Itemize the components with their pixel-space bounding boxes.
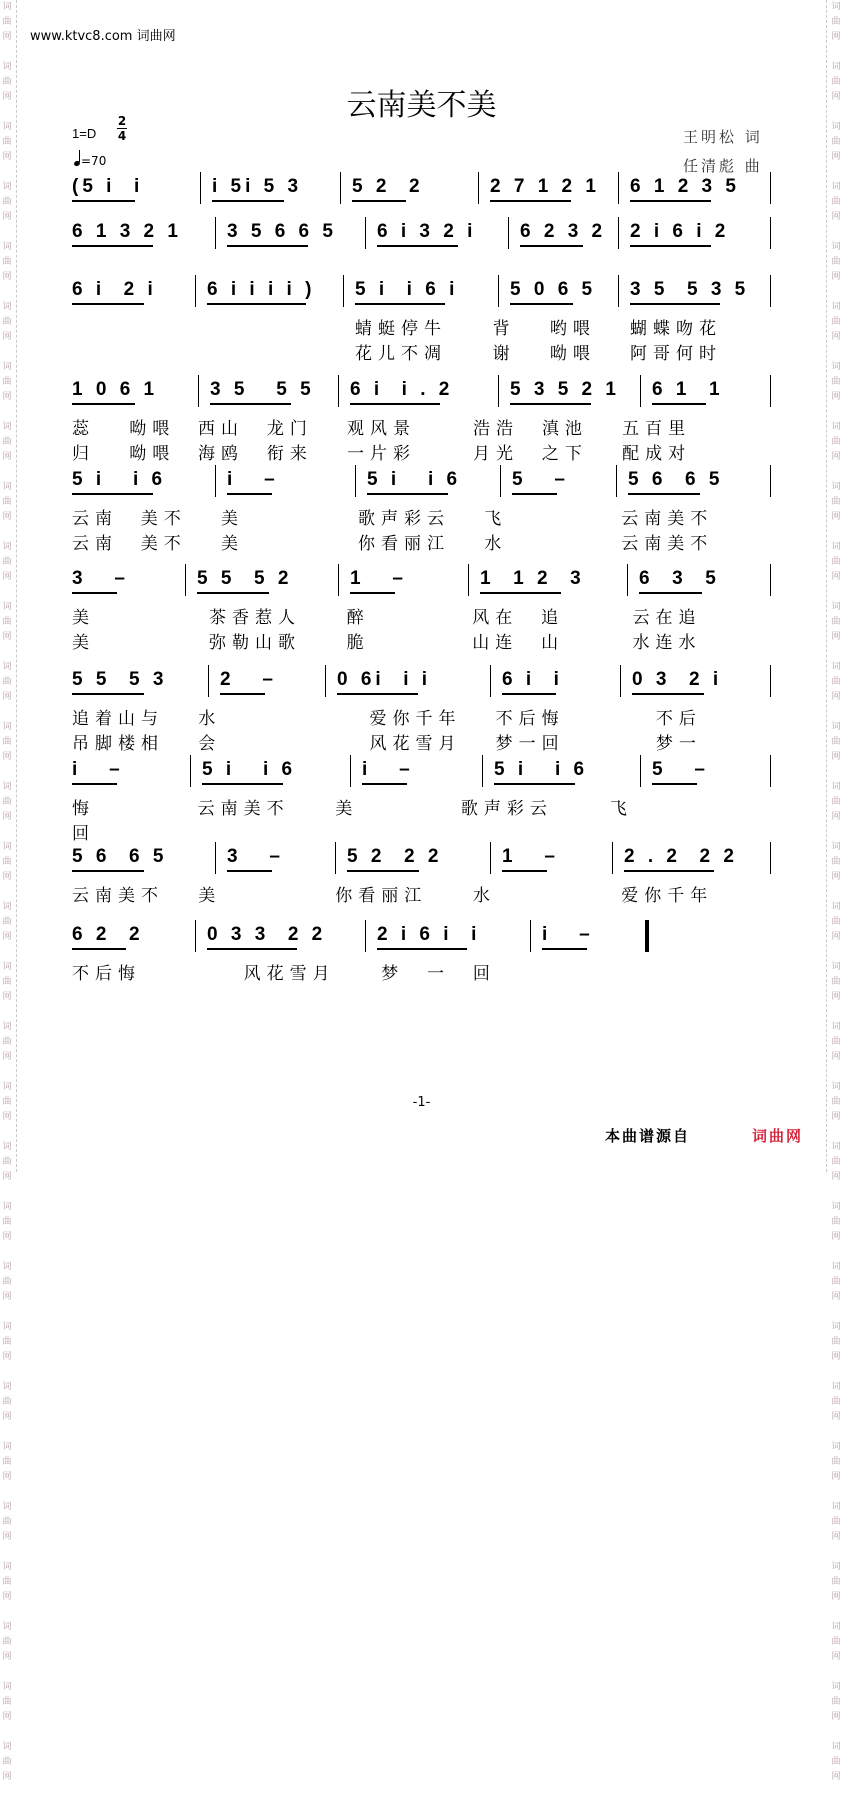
beam-underline	[72, 783, 117, 785]
beam-underline	[624, 870, 714, 872]
beam-underline	[355, 303, 445, 305]
beam-underline	[72, 245, 153, 247]
measure: 6 i i . 2	[350, 379, 454, 400]
bar-line	[478, 172, 479, 204]
lyric-line: 不后悔 风花雪月 梦 一 回	[72, 964, 496, 984]
bar-line	[365, 217, 366, 249]
beam-underline	[197, 592, 269, 594]
lyricist-credit: 王明松 词	[683, 128, 763, 146]
lyric-line: 美 茶香惹人 醉 风在 追 云在追	[72, 608, 702, 628]
beam-underline	[202, 783, 283, 785]
bar-line	[612, 842, 613, 874]
bar-line	[618, 275, 619, 307]
measure: 5 i i 6	[202, 759, 297, 780]
beam-underline	[630, 245, 711, 247]
bar-line	[645, 920, 649, 952]
beam-underline	[632, 693, 704, 695]
beam-underline	[72, 870, 144, 872]
beam-underline	[210, 403, 291, 405]
site-header[interactable]: www.ktvc8.com 词曲网	[30, 29, 176, 44]
beam-underline	[652, 783, 697, 785]
beam-underline	[510, 303, 573, 305]
bar-line	[190, 755, 191, 787]
composer-credit: 任清彪 曲	[683, 157, 763, 175]
bar-line	[508, 217, 509, 249]
beam-underline	[542, 948, 587, 950]
measure: (5 i i	[72, 176, 144, 197]
measure: 3 –	[72, 568, 129, 589]
bar-line	[355, 465, 356, 497]
measure: 5 i i 6	[367, 469, 462, 490]
beam-underline	[630, 303, 720, 305]
beam-underline	[227, 870, 272, 872]
beam-underline	[220, 693, 265, 695]
measure: 2 i 6 i i	[377, 924, 481, 945]
beam-underline	[362, 783, 407, 785]
bar-line	[770, 217, 771, 249]
beam-underline	[352, 200, 406, 202]
lyric-line: 悔 云南美不 美 歌声彩云 飞	[72, 799, 633, 819]
left-margin-line	[16, 0, 17, 1172]
measure: i –	[362, 759, 414, 780]
lyric-line: 云南 美不 美 你看丽江 水 云南美不	[72, 534, 714, 554]
beam-underline	[628, 493, 700, 495]
measure: 5 6 6 5	[628, 469, 724, 490]
measure: 5 0 6 5	[510, 279, 597, 300]
beam-underline	[652, 403, 706, 405]
bar-line	[338, 564, 339, 596]
measure: 6 1 1	[652, 379, 724, 400]
song-title: 云南美不美	[346, 88, 497, 123]
beam-underline	[630, 200, 711, 202]
measure: 0 3 3 2 2	[207, 924, 327, 945]
bar-line	[770, 564, 771, 596]
measure: i –	[227, 469, 279, 490]
measure: 5 i i 6	[72, 469, 167, 490]
source-label: 本曲谱源自	[605, 1127, 691, 1145]
measure: 3 –	[227, 846, 284, 867]
bar-line	[498, 375, 499, 407]
bar-line	[616, 465, 617, 497]
measure: 0 3 2 i	[632, 669, 723, 690]
measure: 5 3 5 2 1	[510, 379, 620, 400]
beam-underline	[510, 403, 591, 405]
measure: 5 5 5 2	[197, 568, 293, 589]
bar-line	[620, 665, 621, 697]
lyric-line: 归 呦喂 海鸥 衔来 一片彩 月光 之下 配成对	[72, 444, 692, 464]
measure: 5 5 5 3	[72, 669, 168, 690]
measure: 2 7 1 2 1	[490, 176, 600, 197]
lyric-line: 蕊 呦喂 西山 龙门 观风景 浩浩 滇池 五百里	[72, 419, 692, 439]
beam-underline	[347, 870, 419, 872]
measure: 1 0 6 1	[72, 379, 159, 400]
bar-line	[335, 842, 336, 874]
bar-line	[482, 755, 483, 787]
beam-underline	[350, 403, 440, 405]
right-margin-line	[826, 0, 827, 1172]
measure: 5 –	[652, 759, 709, 780]
measure: 5 2 2 2	[347, 846, 443, 867]
beam-underline	[520, 245, 583, 247]
bar-line	[215, 217, 216, 249]
beam-underline	[72, 948, 126, 950]
beam-underline	[227, 493, 272, 495]
beam-underline	[490, 200, 571, 202]
beam-underline	[512, 493, 557, 495]
bar-line	[325, 665, 326, 697]
beam-underline	[377, 948, 467, 950]
lyric-line: 蜻蜓停牛 背 哟喂 蝴蝶吻花	[355, 319, 723, 339]
beam-underline	[207, 303, 306, 305]
measure: 6 i i	[502, 669, 563, 690]
time-signature-bottom: 4	[117, 129, 127, 143]
bar-line	[770, 665, 771, 697]
bar-line	[195, 920, 196, 952]
lyric-line: 回	[72, 824, 95, 844]
left-margin-watermark	[0, 0, 14, 1782]
measure: 3 5 5 3 5	[630, 279, 750, 300]
measure: 6 i 2 i	[72, 279, 157, 300]
tempo-marking	[74, 153, 106, 168]
bar-line	[468, 564, 469, 596]
bar-line	[618, 217, 619, 249]
measure: 5 2 2	[352, 176, 424, 197]
beam-underline	[494, 783, 575, 785]
bar-line	[770, 755, 771, 787]
bar-line	[343, 275, 344, 307]
bar-line	[770, 465, 771, 497]
measure: 2 i 6 i 2	[630, 221, 730, 242]
measure: 5 –	[512, 469, 569, 490]
measure: 3 5 6 6 5	[227, 221, 337, 242]
measure: 6 i 3 2 i	[377, 221, 477, 242]
right-margin-watermark	[829, 0, 843, 1782]
bar-line	[195, 275, 196, 307]
beam-underline	[212, 200, 284, 202]
bar-line	[498, 275, 499, 307]
beam-underline	[207, 948, 297, 950]
bar-line	[490, 665, 491, 697]
page-number: -1-	[412, 1095, 431, 1110]
bar-line	[627, 564, 628, 596]
tempo-value: =70	[81, 154, 107, 168]
beam-underline	[337, 693, 418, 695]
bar-line	[208, 665, 209, 697]
lyric-line: 美 弥勒山歌 脆 山连 山 水连水	[72, 633, 702, 653]
measure: 2 . 2 2 2	[624, 846, 738, 867]
bar-line	[185, 564, 186, 596]
measure: 6 1 2 3 5	[630, 176, 740, 197]
beam-underline	[502, 870, 547, 872]
beam-underline	[72, 693, 144, 695]
measure: 1 –	[350, 568, 407, 589]
beam-underline	[367, 493, 448, 495]
beam-underline	[72, 200, 135, 202]
margin-watermark-text: 词 曲 网 词 曲 网 词 曲 网 词 曲 网 词 曲 网 词 曲 网 词 曲 网 词 曲 网 词 曲 网 词 曲 网 词 曲 网 词 曲 网 词 曲 网 词 曲 网 词 曲 网 词 曲 网 词 曲 网 词 曲 网 词 曲 网 词 曲 网 词 曲 网 词 曲 网 词 曲 网 词 曲 网 词 曲 网 词 曲 网 词 曲 网 词 曲 网 词 曲 网 词 曲 网	[2, 2, 12, 1782]
bar-line	[338, 375, 339, 407]
bar-line	[500, 465, 501, 497]
margin-watermark-text: 词 曲 网 词 曲 网 词 曲 网 词 曲 网 词 曲 网 词 曲 网 词 曲 网 词 曲 网 词 曲 网 词 曲 网 词 曲 网 词 曲 网 词 曲 网 词 曲 网 词 曲 网 词 曲 网 词 曲 网 词 曲 网 词 曲 网 词 曲 网 词 曲 网 词 曲 网 词 曲 网 词 曲 网 词 曲 网 词 曲 网 词 曲 网 词 曲 网 词 曲 网 词 曲 网	[831, 2, 841, 1782]
beam-underline	[72, 592, 117, 594]
measure: 6 3 5	[639, 568, 720, 589]
key-signature: 1=D	[72, 126, 97, 141]
bar-line	[200, 172, 201, 204]
bar-line	[198, 375, 199, 407]
bar-line	[350, 755, 351, 787]
measure: 0 6i i i	[337, 669, 432, 690]
measure: 6 2 2	[72, 924, 144, 945]
bar-line	[618, 172, 619, 204]
measure: 5 i i 6 i	[355, 279, 459, 300]
measure: 6 1 3 2 1	[72, 221, 182, 242]
lyric-line: 云南 美不 美 歌声彩云 飞 云南美不	[72, 509, 714, 529]
bar-line	[640, 755, 641, 787]
bar-line	[490, 842, 491, 874]
measure: i –	[72, 759, 124, 780]
measure: 1 1 2 3	[480, 568, 585, 589]
measure: i –	[542, 924, 594, 945]
lyric-line: 吊脚楼相 会 风花雪月 梦一回 梦一	[72, 734, 702, 754]
bar-line	[215, 465, 216, 497]
bar-line	[770, 275, 771, 307]
measure: 1 –	[502, 846, 559, 867]
beam-underline	[639, 592, 702, 594]
measure: 2 –	[220, 669, 277, 690]
measure: i 5i 5 3	[212, 176, 303, 197]
beam-underline	[227, 245, 308, 247]
bar-line	[640, 375, 641, 407]
lyric-line: 云南美不 美 你看丽江 水 爱你千年	[72, 886, 714, 906]
beam-underline	[72, 493, 153, 495]
time-signature	[117, 114, 127, 143]
measure: 5 6 6 5	[72, 846, 168, 867]
measure: 5 i i 6	[494, 759, 589, 780]
bar-line	[365, 920, 366, 952]
bar-line	[770, 842, 771, 874]
lyric-line: 追着山与 水 爱你千年 不后悔 不后	[72, 709, 702, 729]
bar-line	[770, 172, 771, 204]
measure: 6 2 3 2	[520, 221, 607, 242]
bar-line	[770, 375, 771, 407]
beam-underline	[502, 693, 556, 695]
time-signature-top: 2	[117, 114, 127, 128]
lyric-line: 花儿不凋 谢 呦喂 阿哥何时	[355, 344, 723, 364]
beam-underline	[350, 592, 395, 594]
beam-underline	[377, 245, 458, 247]
bar-line	[530, 920, 531, 952]
bar-line	[215, 842, 216, 874]
beam-underline	[480, 592, 561, 594]
bar-line	[340, 172, 341, 204]
measure: 3 5 5 5	[210, 379, 315, 400]
beam-underline	[72, 303, 144, 305]
source-site-link[interactable]: 词曲网	[752, 1127, 804, 1145]
measure: 6 i i i i )	[207, 279, 316, 300]
beam-underline	[72, 403, 135, 405]
